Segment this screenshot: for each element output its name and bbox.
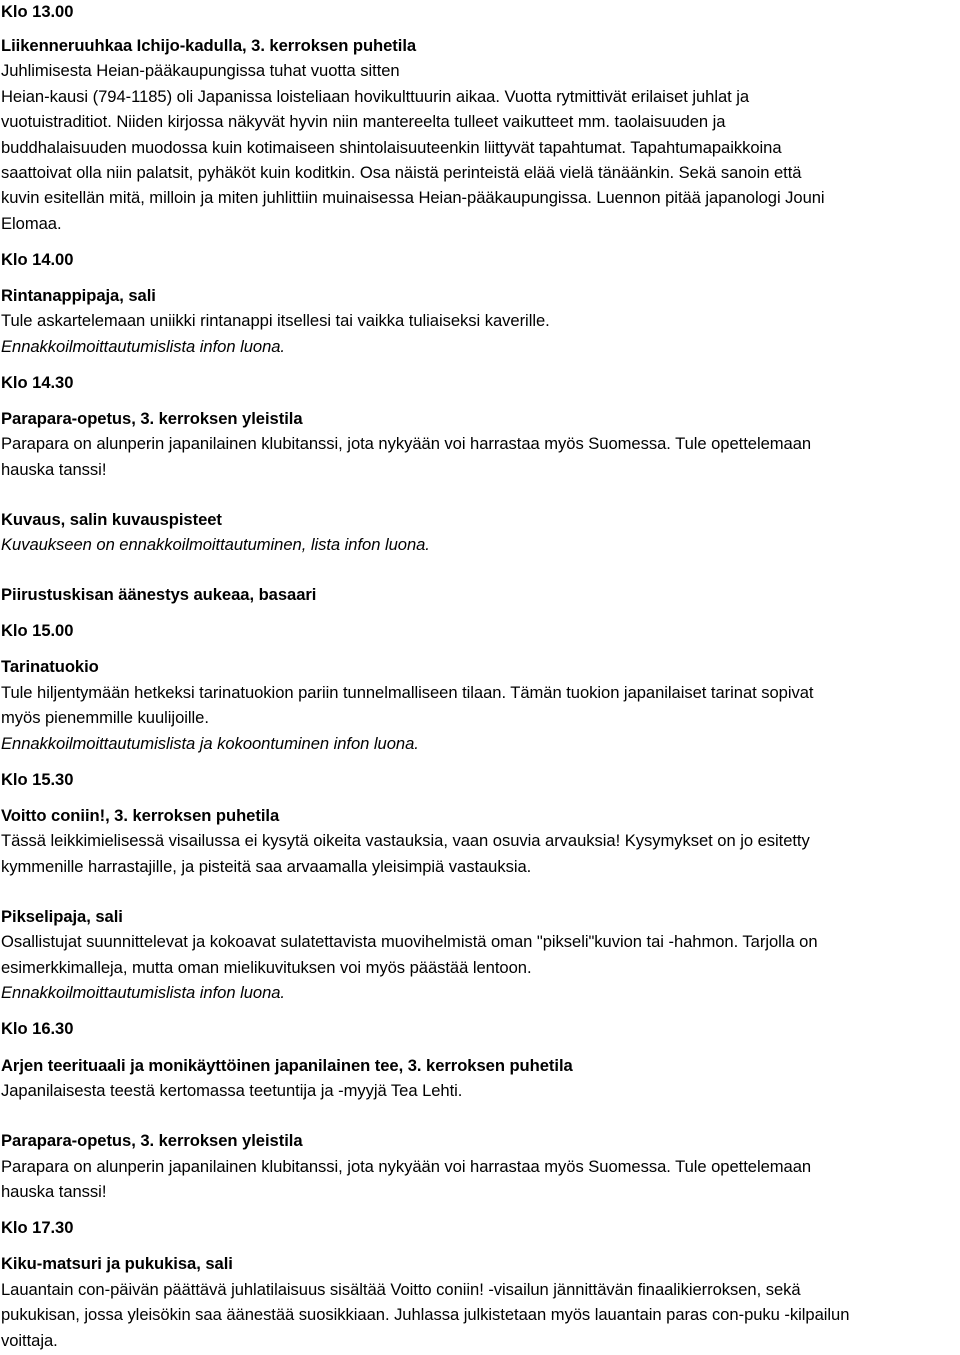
event-note: Kuvaukseen on ennakkoilmoittautuminen, lista infon luona.: [1, 535, 430, 554]
event-title: Kiku-matsuri ja pukukisa, sali: [1, 1254, 233, 1273]
event-description: saattoivat olla niin palatsit, pyhäköt kuin koditkin. Osa näistä perinteistä elää vielä tänäänkin. Sekä sanoin että: [1, 163, 802, 182]
event-description: Tässä leikkimielisessä visailussa ei kysytä oikeita vastauksia, vaan osuvia arvauksia! Kysymykset on jo esitetty: [1, 831, 810, 850]
event-title: Tarinatuokio: [1, 657, 99, 676]
event-description: Lauantain con-päivän päättävä juhlatilaisuus sisältää Voitto coniin! -visailun jännittävän finaalikierroksen, sekä: [1, 1280, 801, 1299]
time-heading: Klo 15.00: [1, 621, 74, 640]
event-description: kymmenille harrastajille, ja pisteitä saa arvaamalla yleisimpiä vastauksia.: [1, 857, 532, 876]
event-description: pukukisan, jossa yleisökin saa äänestää suosikkiaan. Juhlassa julkistetaan myös lauantain paras con-puku -kilpailun: [1, 1305, 850, 1324]
event-description: Tule askartelemaan uniikki rintanappi itsellesi tai vaikka tuliaiseksi kaverille.: [1, 311, 550, 330]
time-heading: Klo 14.30: [1, 373, 74, 392]
event-title: Pikselipaja, sali: [1, 907, 123, 926]
event-title: Liikenneruuhkaa Ichijo-kadulla, 3. kerroksen puhetila: [1, 36, 417, 55]
event-title: Parapara-opetus, 3. kerroksen yleistila: [1, 1131, 303, 1150]
event-description: Juhlimisesta Heian-pääkaupungissa tuhat vuotta sitten: [1, 61, 400, 80]
event-description: vuotuistraditiot. Niiden kirjossa näkyvät hyvin niin mantereelta tulleet vaikutteet mm. taolaisuuden ja: [1, 112, 726, 131]
event-description: voittaja.: [1, 1331, 58, 1350]
time-heading: Klo 14.00: [1, 250, 74, 269]
event-description: Heian-kausi (794-1185) oli Japanissa loisteliaan hovikulttuurin aikaa. Vuotta rytmittivät erilaiset juhlat ja: [1, 87, 750, 106]
event-title: Rintanappipaja, sali: [1, 286, 156, 305]
event-description: Japanilaisesta teestä kertomassa teetuntija ja -myyjä Tea Lehti.: [1, 1081, 463, 1100]
event-description: myös pienemmille kuulijoille.: [1, 708, 209, 727]
event-title: Piirustuskisan äänestys aukeaa, basaari: [1, 585, 317, 604]
time-heading: Klo 16.30: [1, 1019, 74, 1038]
event-note: Ennakkoilmoittautumislista infon luona.: [1, 983, 285, 1002]
event-description: buddhalaisuuden muodossa kuin kotimaiseen shintolaisuuteenkin liittyvät tapahtumat. Tapahtumapaikkoina: [1, 138, 782, 157]
event-note: Ennakkoilmoittautumislista infon luona.: [1, 337, 285, 356]
event-title: Voitto coniin!, 3. kerroksen puhetila: [1, 806, 280, 825]
time-heading: Klo 15.30: [1, 770, 74, 789]
event-title: Arjen teerituaali ja monikäyttöinen japanilainen tee, 3. kerroksen puhetila: [1, 1056, 573, 1075]
event-note: Ennakkoilmoittautumislista ja kokoontuminen infon luona.: [1, 734, 419, 753]
event-description: Elomaa.: [1, 214, 62, 233]
event-description: hauska tanssi!: [1, 1182, 107, 1201]
event-title: Kuvaus, salin kuvauspisteet: [1, 510, 222, 529]
event-description: Parapara on alunperin japanilainen klubitanssi, jota nykyään voi harrastaa myös Suomessa. Tule opettelemaan: [1, 1157, 812, 1176]
event-description: esimerkkimalleja, mutta oman mielikuvituksen voi myös päästää lentoon.: [1, 958, 532, 977]
event-description: Tule hiljentymään hetkeksi tarinatuokion pariin tunnelmalliseen tilaan. Tämän tuokion japanilaiset tarinat sopivat: [1, 683, 814, 702]
event-title: Parapara-opetus, 3. kerroksen yleistila: [1, 409, 303, 428]
event-description: Osallistujat suunnittelevat ja kokoavat sulatettavista muovihelmistä oman "pikseli"kuvion tai -hahmon. Tarjolla on: [1, 932, 818, 951]
event-description: Parapara on alunperin japanilainen klubitanssi, jota nykyään voi harrastaa myös Suomessa. Tule opettelemaan: [1, 434, 812, 453]
event-description: hauska tanssi!: [1, 460, 107, 479]
time-heading: Klo 17.30: [1, 1218, 74, 1237]
event-description: kuvin esitellän mitä, milloin ja miten juhlittiin muinaisessa Heian-pääkaupungissa. Luennon pitää japanologi Jouni: [1, 188, 825, 207]
time-heading: Klo 13.00: [1, 2, 74, 21]
